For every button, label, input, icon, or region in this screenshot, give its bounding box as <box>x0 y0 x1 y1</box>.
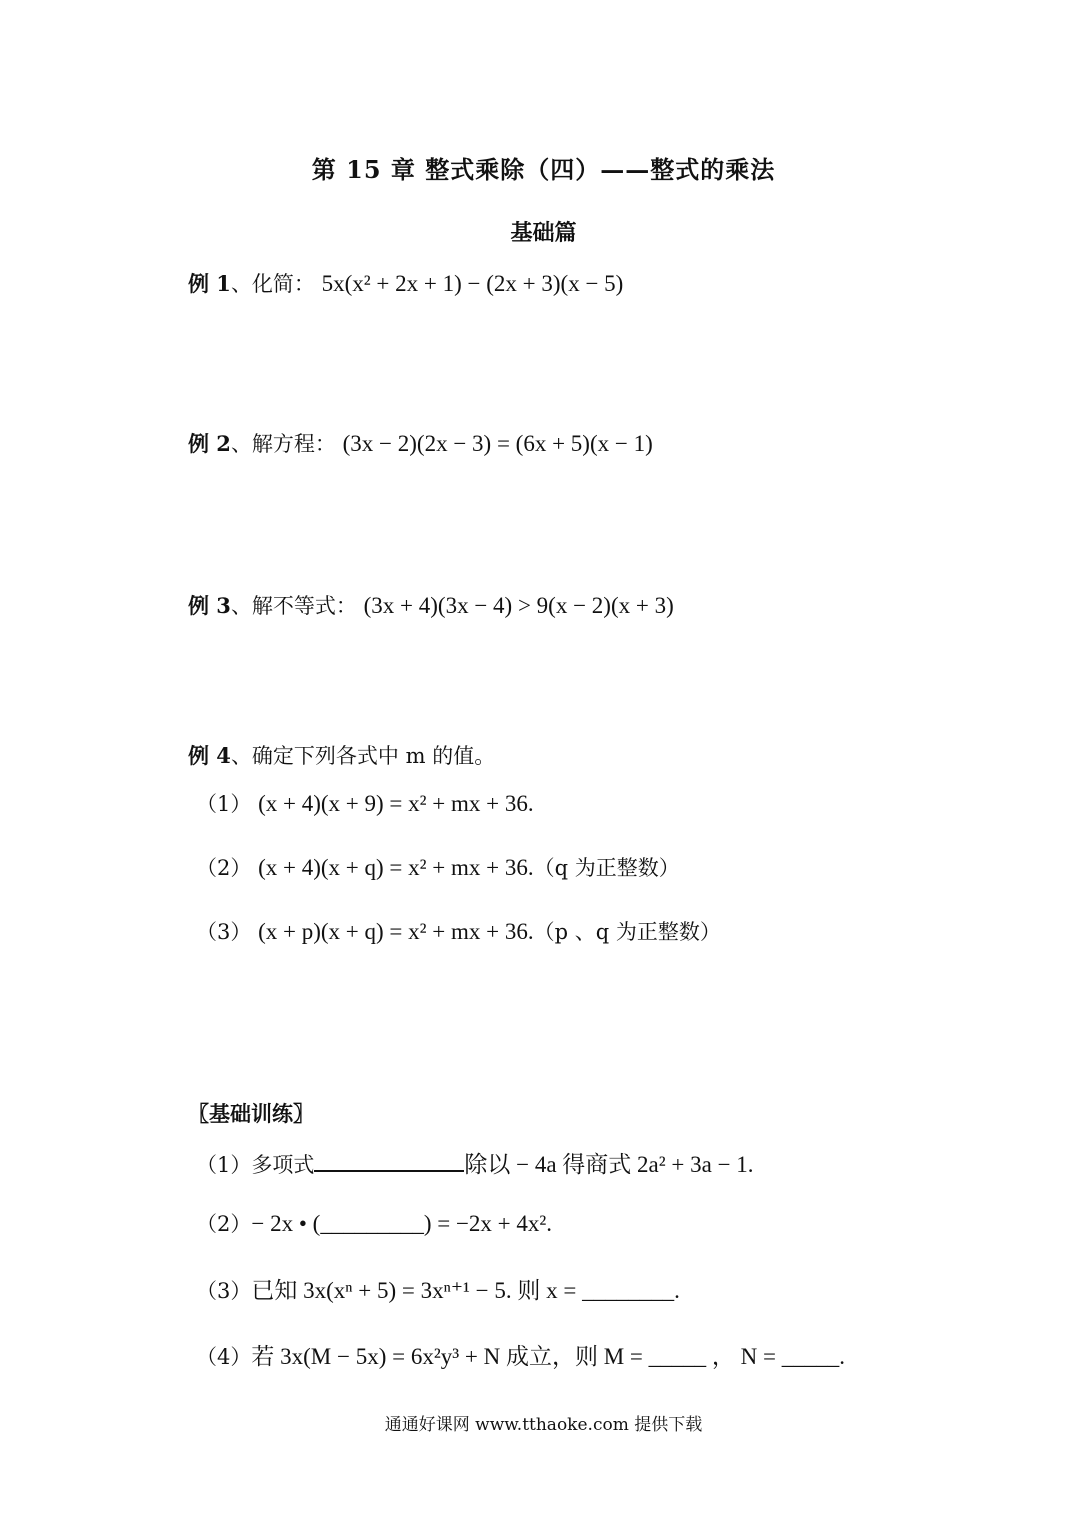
example-label: 例 3 <box>188 593 231 618</box>
part-note: （p 、q 为正整数） <box>533 920 721 944</box>
item-prefix: 多项式 <box>251 1153 315 1177</box>
example-prompt: 、确定下列各式中 m 的值。 <box>230 744 496 768</box>
example-label: 例 4 <box>188 743 231 768</box>
item-number: （4） <box>196 1345 252 1369</box>
training-heading: 〖基础训练〗 <box>188 1101 314 1126</box>
example-label: 例 1 <box>188 271 231 296</box>
page-title: 第 15 章 整式乘除（四）——整式的乘法 <box>311 155 776 184</box>
part-expression: (x + p)(x + q) = x² + mx + 36. <box>258 919 534 944</box>
example-4-part-3 <box>196 916 721 946</box>
training-item-1 <box>196 1146 754 1179</box>
example-expression: (3x − 2)(2x − 3) = (6x + 5)(x − 1) <box>342 431 653 456</box>
item-prefix: 已知 3x(xⁿ + 5) = 3xⁿ⁺¹ − 5. 则 x = <box>251 1278 583 1303</box>
page-footer: 通通好课网 www.tthaoke.com 提供下载 <box>384 1415 703 1435</box>
part-number: （1） <box>196 792 252 816</box>
part-number: （2） <box>196 856 252 880</box>
example-3 <box>188 590 674 620</box>
answer-blank: _________ <box>320 1211 424 1236</box>
part-expression: (x + 4)(x + 9) = x² + mx + 36. <box>258 791 534 816</box>
example-label: 例 2 <box>188 431 231 456</box>
example-expression: 5x(x² + 2x + 1) − (2x + 3)(x − 5) <box>321 271 624 296</box>
answer-blank <box>314 1152 464 1172</box>
example-expression: (3x + 4)(3x − 4) > 9(x − 2)(x + 3) <box>363 593 674 618</box>
part-number: （3） <box>196 920 252 944</box>
item-prefix: 若 3x(M − 5x) = 6x²y³ + N 成立，则 M = <box>251 1344 649 1369</box>
part-expression: (x + 4)(x + q) = x² + mx + 36. <box>258 855 534 880</box>
item-expression: ) = −2x + 4x². <box>423 1211 553 1236</box>
item-number: （1） <box>196 1153 252 1177</box>
example-1 <box>188 268 623 298</box>
example-4-part-1 <box>196 788 534 818</box>
training-item-3 <box>196 1272 680 1305</box>
training-item-4 <box>196 1338 845 1371</box>
answer-blanks: _____ ， N = _____. <box>648 1344 845 1369</box>
part-note: （q 为正整数） <box>533 856 680 880</box>
example-4-part-2 <box>196 852 680 882</box>
item-prefix: − 2x • ( <box>251 1211 321 1236</box>
answer-blank: ________. <box>582 1278 680 1303</box>
example-prompt: 、解不等式： <box>230 594 357 618</box>
example-4 <box>188 740 495 770</box>
section-subtitle: 基础篇 <box>510 220 577 246</box>
example-prompt: 、化简： <box>230 272 315 296</box>
item-number: （2） <box>196 1212 252 1236</box>
training-item-2 <box>196 1208 552 1238</box>
item-expression: 除以 − 4a 得商式 2a² + 3a − 1. <box>464 1152 754 1177</box>
example-prompt: 、解方程： <box>230 432 336 456</box>
example-2 <box>188 428 653 458</box>
item-number: （3） <box>196 1279 252 1303</box>
